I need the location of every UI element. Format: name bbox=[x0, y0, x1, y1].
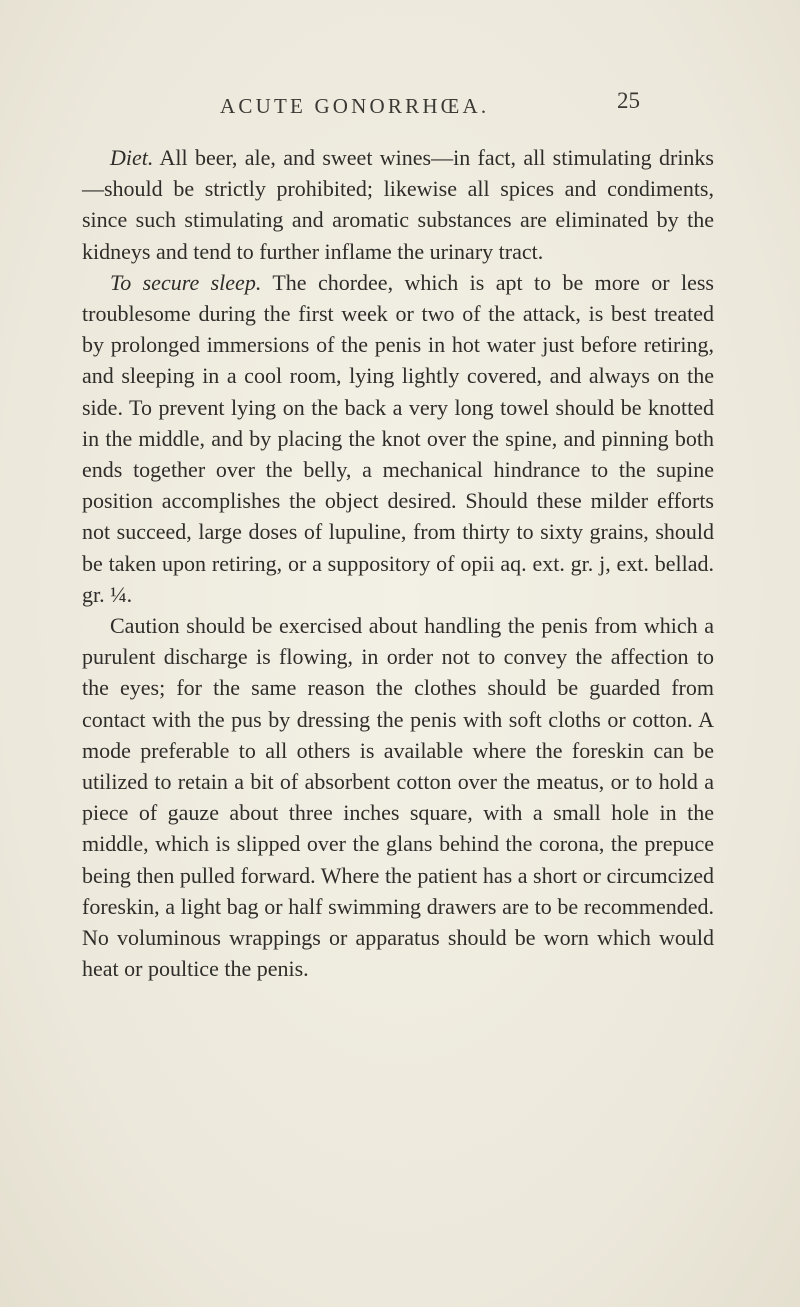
paragraph-heading-diet: Diet. bbox=[110, 145, 154, 170]
paragraph-caution bbox=[82, 610, 714, 984]
page-number: 25 bbox=[617, 88, 640, 113]
body-text bbox=[82, 142, 714, 984]
page-header bbox=[220, 88, 640, 128]
paragraph-sleep bbox=[82, 267, 714, 610]
paragraph-text-sleep: The chordee, which is apt to be more or less troublesome during the first week or two of the attack, is best treated by prolonged immersions of the penis in hot water just before retiring, and sleeping in a cool room, lying lightly covered, and always on the side. To prevent lying on the back a very long towel should be knotted in the middle, and by placing the knot over the spine, and pinning both ends together over the belly, a mechanical hindrance to the supine position accomplishes the object desired. Should these milder efforts not succeed, large doses of lupuline, from thirty to sixty grains, should be taken upon retiring, or a suppository of opii aq. ext. gr. j, ext. bellad. gr. ¼. bbox=[82, 269, 714, 607]
paragraph-diet bbox=[82, 142, 714, 267]
paragraph-text-caution: Caution should be exercised about handling the penis from which a purulent discharge is flowing, in order not to convey the affection to the eyes; for the same reason the clothes should be guarded from contact with the pus by dressing the penis with soft cloths or cotton. A mode preferable to all others is available where the foreskin can be utilized to retain a bit of absorbent cotton over the meatus, or to hold a piece of gauze about three inches square, with a small hole in the middle, which is slipped over the glans behind the corona, the prepuce being then pulled forward. Where the patient has a short or circumcized foreskin, a light bag or half swimming drawers are to be recommended. No voluminous wrappings or apparatus should be worn which would heat or poultice the penis. bbox=[82, 613, 714, 982]
paragraph-text-diet: All beer, ale, and sweet wines—in fact, all stimulating drinks—should be strictly prohibited; likewise all spices and condiments, since such stimulating and aromatic substances are eliminated by the kidneys and tend to further inflame the urinary tract. bbox=[82, 145, 714, 264]
paragraph-heading-sleep: To secure sleep. bbox=[110, 269, 262, 295]
running-title: ACUTE GONORRHŒA. bbox=[220, 94, 490, 118]
